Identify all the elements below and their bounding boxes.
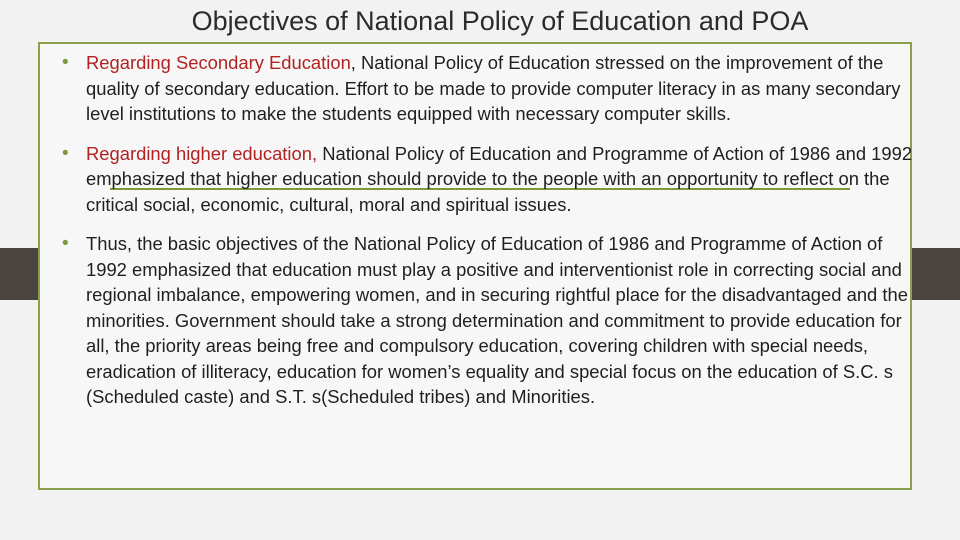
bullet-dot-icon: • (62, 52, 69, 73)
bullet-text: National Policy of Education and Programme of Action of 1986 and 1992 emphasized that higher education should provide to the people with an opportunity to reflect on the critical social, economic, cultural, moral and spiritual issues. (86, 142, 913, 215)
bullet-secondary-education (50, 50, 918, 127)
bullet-basic-objectives (50, 231, 918, 410)
bullet-higher-education (50, 141, 918, 218)
bullet-highlight: Regarding higher education, (86, 142, 318, 164)
bullet-text: , National Policy of Education stressed on the improvement of the quality of secondary education. Effort to be made to provide computer literacy in as many secondary level institutions to make the students equipped with necessary computer skills. (86, 52, 901, 124)
bullet-list (50, 50, 918, 424)
bullet-text: Thus, the basic objectives of the National Policy of Education of 1986 and Programme of Action of 1992 emphasized that education must play a positive and interventionist role in correcting social and regional imbalance, empowering women, and in securing rightful place for the disadvantaged and the minorities. Government should take a strong determination and commitment to provide education for all, the priority areas being free and compulsory education, covering children with special needs, eradication of illiteracy, education for women’s equality and special focus on the education of S.C. s (Scheduled caste) and S.T. s(Scheduled tribes) and Minorities. (86, 233, 908, 407)
bullet-dot-icon: • (62, 233, 69, 254)
bullet-dot-icon: • (62, 142, 69, 164)
slide-title: Objectives of National Policy of Education and POA (191, 6, 809, 36)
left-decor-bar (0, 248, 38, 300)
bullet-highlight: Regarding Secondary Education (86, 52, 351, 73)
